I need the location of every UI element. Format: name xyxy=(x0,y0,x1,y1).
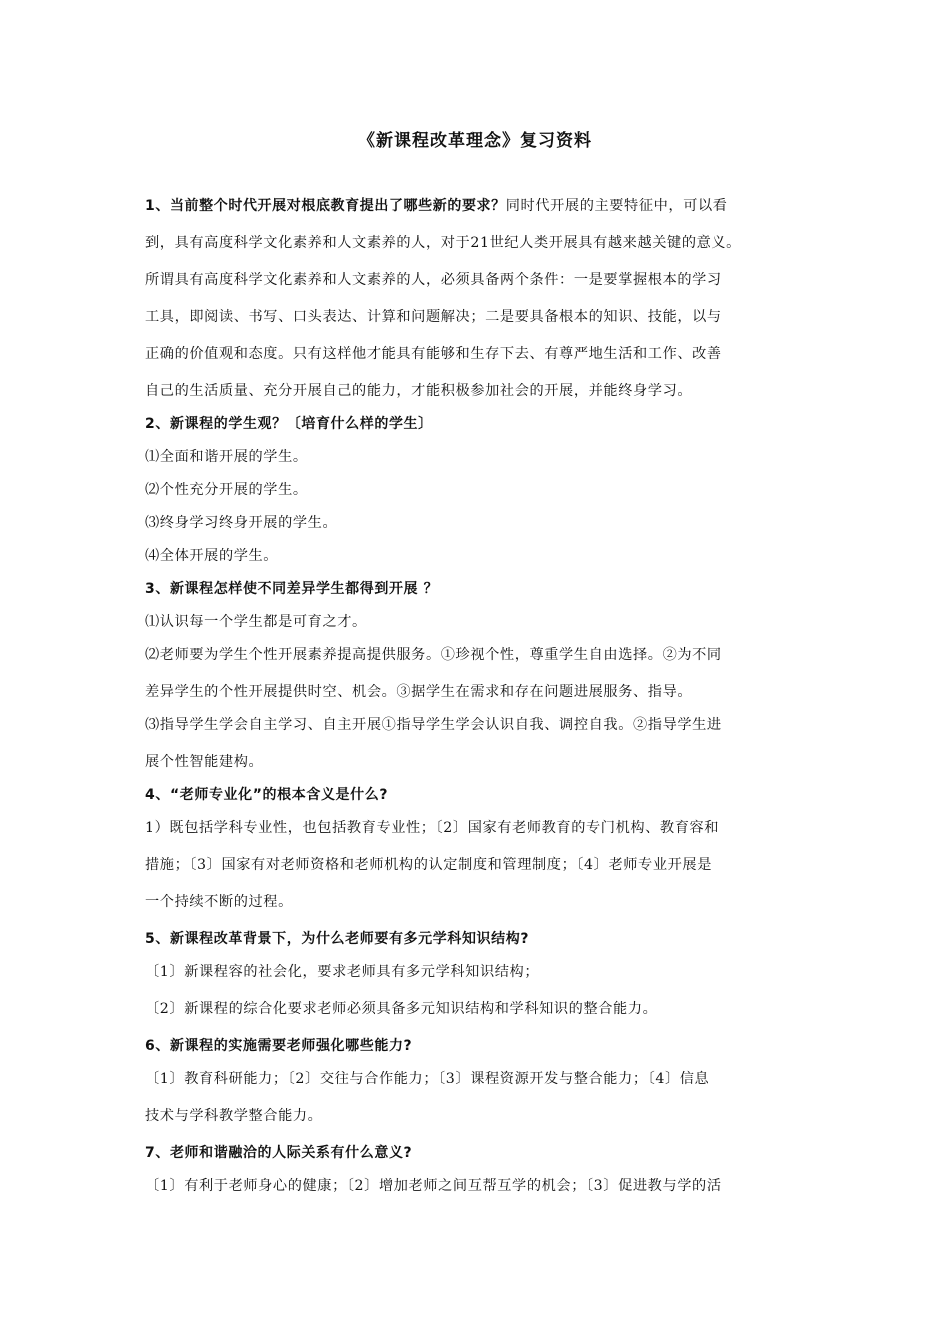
document-body xyxy=(145,192,817,1209)
q3-line: 差异学生的个性开展提供时空、机会。③据学生在需求和存在问题进展服务、指导。 xyxy=(145,684,693,700)
q1-line: 正确的价值观和态度。只有这样他才能具有能够和生存下去、有尊严地生活和工作、改善 xyxy=(145,346,722,362)
q1-line: 工具，即阅读、书写、口头表达、计算和问题解决；二是要具备根本的知识、技能，以与 xyxy=(145,309,722,325)
q5-line: 〔2〕新课程的综合化要求老师必须具备多元知识结构和学科知识的整合能力。 xyxy=(145,1001,658,1017)
q5-line: 〔1〕新课程容的社会化，要求老师具有多元学科知识结构； xyxy=(145,964,540,980)
document-title: 《新课程改革理念》复习资料 xyxy=(358,131,592,151)
q1-heading: 1、当前整个时代开展对根底教育提出了哪些新的要求？ xyxy=(145,198,506,214)
q2-item: ⑴全面和谐开展的学生。 xyxy=(145,449,308,465)
q4-line: 措施；〔3〕国家有对老师资格和老师机构的认定制度和管理制度；〔4〕老师专业开展是 xyxy=(145,857,712,873)
q1-answer-start: 同时代开展的主要特征中，可以看 xyxy=(505,198,728,214)
q7-line: 〔1〕有利于老师身心的健康；〔2〕增加老师之间互帮互学的机会；〔3〕促进教与学的活 xyxy=(145,1178,722,1194)
q1-line: 自己的生活质量、充分开展自己的能力，才能积极参加社会的开展，并能终身学习。 xyxy=(145,383,693,399)
q4-line: 1）既包括学科专业性，也包括教育专业性；〔2〕国家有老师教育的专门机构、教育容和 xyxy=(145,820,720,836)
q3-line: ⑶指导学生学会自主学习、自主开展①指导学生学会认识自我、调控自我。②指导学生进 xyxy=(145,717,722,733)
q6-heading: 6、新课程的实施需要老师强化哪些能力? xyxy=(145,1038,413,1054)
q2-item: ⑷全体开展的学生。 xyxy=(145,548,279,564)
q3-line: 展个性智能建构。 xyxy=(145,754,264,770)
q5-heading: 5、新课程改革背景下，为什么老师要有多元学科知识结构? xyxy=(145,931,530,947)
q1-line: 所谓具有高度科学文化素养和人文素养的人，必须具备两个条件：一是要掌握根本的学习 xyxy=(145,272,722,288)
q7-heading: 7、老师和谐融洽的人际关系有什么意义? xyxy=(145,1145,413,1161)
q2-item: ⑵个性充分开展的学生。 xyxy=(145,482,308,498)
q6-line: 〔1〕教育科研能力；〔2〕交往与合作能力；〔3〕课程资源开发与整合能力；〔4〕信息 xyxy=(145,1071,710,1087)
q4-line: 一个持续不断的过程。 xyxy=(145,894,293,910)
q4-heading: 4、“老师专业化”的根本含义是什么? xyxy=(145,787,389,803)
q1-first-line xyxy=(145,192,817,229)
q3-line: ⑴认识每一个学生都是可育之才。 xyxy=(145,614,367,630)
q2-item: ⑶终身学习终身开展的学生。 xyxy=(145,515,338,531)
q2-heading: 2、新课程的学生观？〔培育什么样的学生〕 xyxy=(145,416,433,432)
q3-heading: 3、新课程怎样使不同差异学生都得到开展 ？ xyxy=(145,581,439,597)
q6-line: 技术与学科教学整合能力。 xyxy=(145,1108,323,1124)
q3-line: ⑵老师要为学生个性开展素养提高提供服务。①珍视个性，尊重学生自由选择。②为不同 xyxy=(145,647,722,663)
q1-line: 到，具有高度科学文化素养和人文素养的人，对于21世纪人类开展具有越来越关键的意义。 xyxy=(145,235,741,251)
